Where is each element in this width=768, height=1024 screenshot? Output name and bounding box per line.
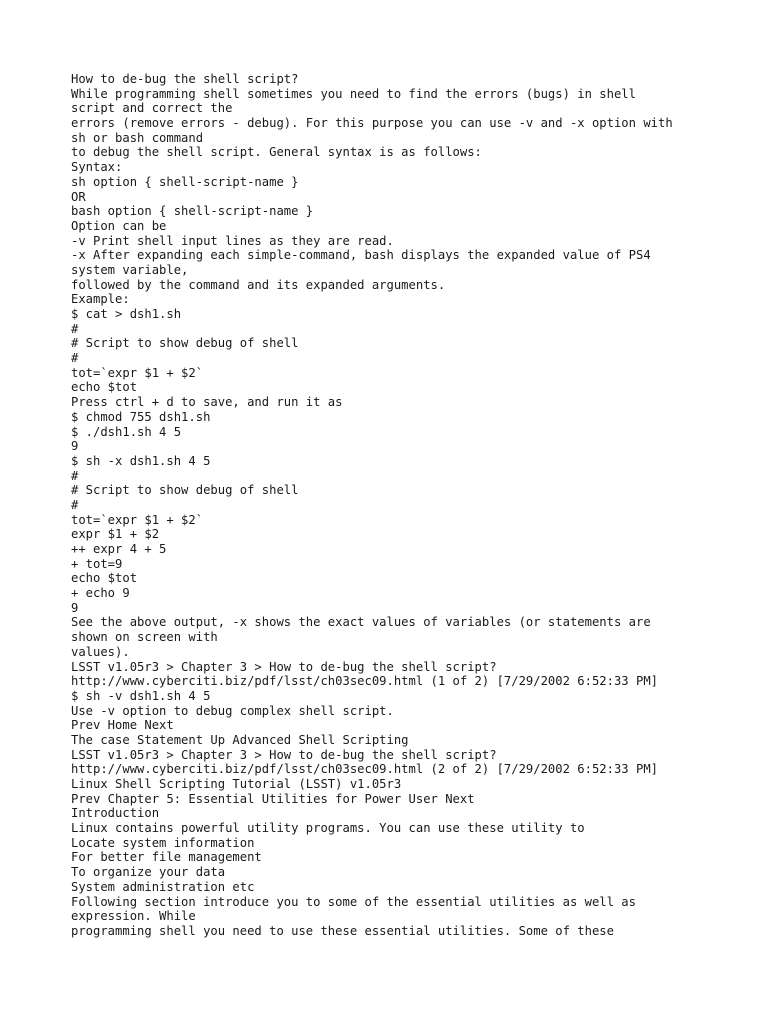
text-line: -v Print shell input lines as they are read. [71, 233, 394, 248]
text-line: expr $1 + $2 [71, 527, 160, 542]
text-line: Prev Chapter 5: Essential Utilities for Power User Next [71, 791, 475, 806]
text-line: $ chmod 755 dsh1.sh [71, 409, 211, 424]
text-line: Introduction [71, 806, 160, 821]
text-line: http://www.cyberciti.biz/pdf/lsst/ch03sec09.html (2 of 2) [7/29/2002 6:52:33 PM] [71, 762, 658, 777]
text-line: ++ expr 4 + 5 [71, 542, 167, 556]
document-body [71, 72, 711, 939]
text-line: -x After expanding each simple-command, bash displays the expanded value of PS4 [71, 248, 651, 263]
text-line: # Script to show debug of shell [71, 336, 299, 351]
text-line: How to de-bug the shell script? [71, 72, 299, 86]
text-line: $ ./dsh1.sh 4 5 [71, 424, 182, 439]
text-line: Press ctrl + d to save, and run it as [71, 395, 343, 410]
text-line: Example: [71, 292, 130, 307]
text-line: OR [71, 189, 86, 204]
text-line: echo $tot [71, 380, 138, 395]
text-line: + echo 9 [71, 586, 130, 601]
text-line: to debug the shell script. General syntax is as follows: [71, 145, 482, 160]
text-line: LSST v1.05r3 > Chapter 3 > How to de-bug the shell script? [71, 747, 497, 762]
text-line: + tot=9 [71, 556, 123, 571]
text-line: system variable, [71, 262, 189, 277]
text-line: sh option { shell-script-name } [71, 174, 299, 189]
text-line: tot=`expr $1 + $2` [71, 365, 204, 380]
text-line: The case Statement Up Advanced Shell Scripting [71, 732, 409, 747]
text-line: values). [71, 644, 130, 659]
text-line: # [71, 321, 79, 336]
text-line: # [71, 351, 79, 366]
text-line: To organize your data [71, 865, 226, 880]
text-line: errors (remove errors - debug). For this purpose you can use -v and -x option with [71, 116, 673, 131]
text-line: sh or bash command [71, 130, 204, 145]
text-line: followed by the command and its expanded arguments. [71, 277, 446, 292]
text-line: While programming shell sometimes you need to find the errors (bugs) in shell [71, 86, 636, 101]
text-line: Use -v option to debug complex shell script. [71, 703, 394, 718]
text-line: tot=`expr $1 + $2` [71, 512, 204, 527]
text-line: For better file management [71, 850, 262, 865]
text-line: bash option { shell-script-name } [71, 204, 314, 219]
text-line: $ sh -v dsh1.sh 4 5 [71, 688, 211, 703]
text-line: # [71, 468, 79, 483]
text-line: Option can be [71, 218, 167, 233]
text-line: Linux contains powerful utility programs. You can use these utility to [71, 821, 585, 836]
text-line: See the above output, -x shows the exact values of variables (or statements are [71, 615, 651, 630]
text-line: expression. While [71, 909, 196, 924]
text-line: $ cat > dsh1.sh [71, 307, 182, 321]
text-line: 9 [71, 439, 79, 454]
text-line: Prev Home Next [71, 718, 174, 733]
text-line: Syntax: [71, 160, 123, 175]
text-line: Linux Shell Scripting Tutorial (LSST) v1.05r3 [71, 777, 402, 791]
text-line: shown on screen with [71, 630, 218, 645]
text-line: System administration etc [71, 879, 255, 894]
text-line: http://www.cyberciti.biz/pdf/lsst/ch03sec09.html (1 of 2) [7/29/2002 6:52:33 PM] [71, 674, 658, 689]
text-line: # Script to show debug of shell [71, 483, 299, 498]
text-line: programming shell you need to use these essential utilities. Some of these [71, 923, 614, 938]
text-line: echo $tot [71, 571, 138, 586]
text-line: $ sh -x dsh1.sh 4 5 [71, 453, 211, 468]
text-line: script and correct the [71, 101, 233, 116]
text-line: LSST v1.05r3 > Chapter 3 > How to de-bug the shell script? [71, 659, 497, 674]
text-line: Locate system information [71, 835, 255, 850]
text-line: Following section introduce you to some of the essential utilities as well as [71, 894, 636, 909]
text-line: # [71, 497, 79, 512]
text-line: 9 [71, 600, 79, 615]
